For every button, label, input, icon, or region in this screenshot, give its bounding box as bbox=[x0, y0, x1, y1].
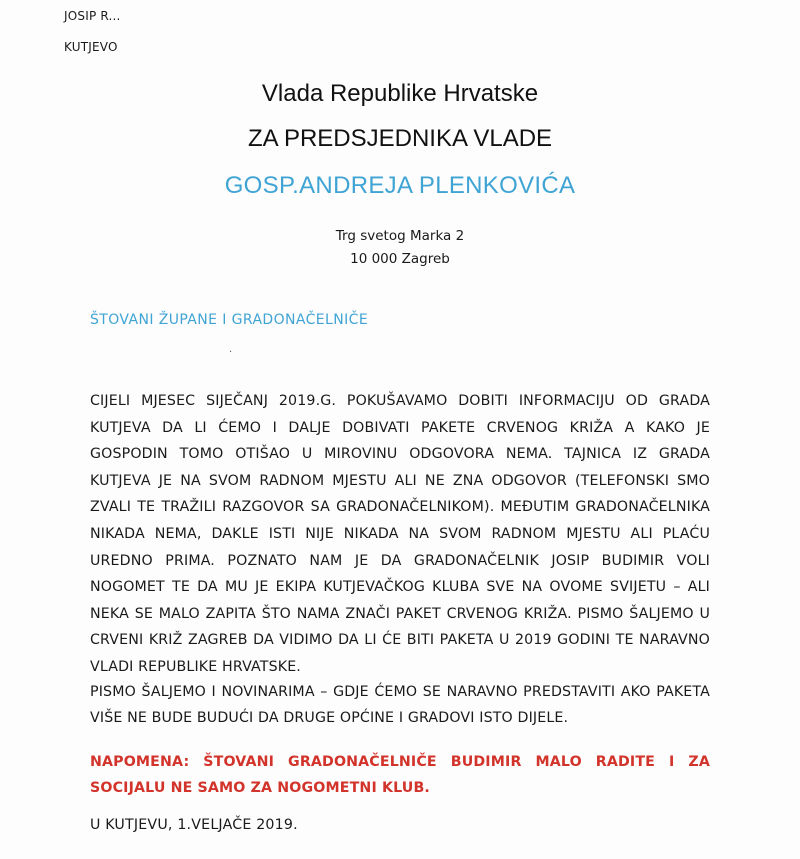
sender-name: JOSIP R... bbox=[64, 9, 121, 23]
recipient-institution: Vlada Republike Hrvatske bbox=[261, 80, 539, 107]
salutation: ŠTOVANI ŽUPANE I GRADONAČELNIČE bbox=[90, 312, 369, 328]
stray-mark: · bbox=[229, 347, 233, 358]
note-paragraph: NAPOMENA: ŠTOVANI GRADONAČELNIČE BUDIMIR MALO RADITE I ZA SOCIJALU NE SAMO ZA NOGOMETNI KLUB. bbox=[90, 754, 710, 796]
sender-place: KUTJEVO bbox=[64, 40, 118, 54]
closing-place-date: U KUTJEVU, 1.VELJAČE 2019. bbox=[90, 817, 298, 833]
recipient-city: 10 000 Zagreb bbox=[350, 251, 450, 267]
recipient-title: ZA PREDSJEDNIKA VLADE bbox=[247, 125, 553, 152]
recipient-name: GOSP.ANDREJA PLENKOVIĆA bbox=[224, 172, 576, 199]
main-paragraph: CIJELI MJESEC SIJEČANJ 2019.G. POKUŠAVAMO DOBITI INFORMACIJU OD GRADA KUTJEVA DA LI ĆEMO I DALJE DOBIVATI PAKETE CRVENOG KRIŽA A KAKO JE GOSPODIN TOMO OTIŠAO U MIROVINU ODGOVORA NEMA. TAJNICA IZ GRADA KUTJEVA JE NA SVOM RADNOM MJESTU ALI NE ZNA ODGOVOR (TELEFONSKI SMO ZVALI TE TRAŽILI RAZGOVOR SA GRADONAČELNIKOM). MEĐUTIM GRADONAČELNIKA NIKADA NEMA, DAKLE ISTI NIJE NIKADA NA SVOM RADNOM MJESTU ALI PLAĆU UREDNO PRIMA. POZNATO NAM JE DA GRADONAČELNIK JOSIP BUDIMIR VOLI NOGOMET TE DA MU JE EKIPA KUTJEVAČKOG KLUBA SVE NA OVOME SVIJETU – ALI NEKA SE MALO ZAPITA ŠTO NAMA ZNAČI PAKET CRVENOG KRIŽA. PISMO ŠALJEMO U CRVENI KRIŽ ZAGREB DA VIDIMO DA LI ĆE BITI PAKETA U 2019 GODINI TE NARAVNO VLADI REPUBLIKE HRVATSKE. bbox=[90, 393, 710, 675]
second-paragraph: PISMO ŠALJEMO I NOVINARIMA – GDJE ĆEMO SE NARAVNO PREDSTAVITI AKO PAKETA VIŠE NE BUDE BUDUĆI DA DRUGE OPĆINE I GRADOVI ISTO DIJELE. bbox=[90, 684, 710, 726]
recipient-street: Trg svetog Marka 2 bbox=[335, 228, 465, 244]
